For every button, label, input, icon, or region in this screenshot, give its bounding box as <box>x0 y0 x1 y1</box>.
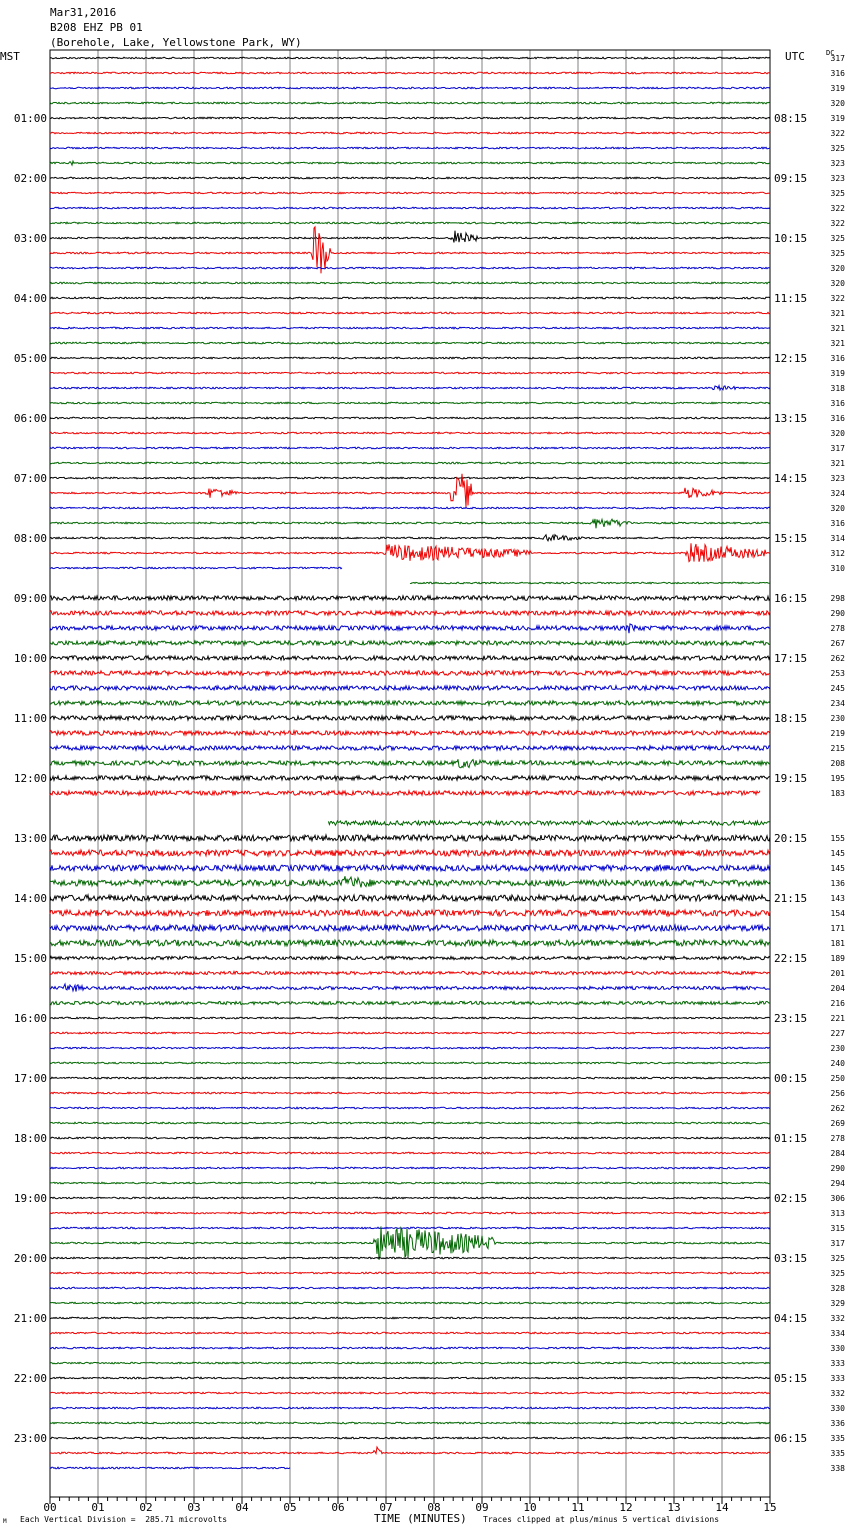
dc-offset-label: 323 <box>830 159 845 168</box>
dc-offset-label: 317 <box>830 444 845 453</box>
dc-offset-label: 298 <box>830 594 845 603</box>
dc-offset-label: 317 <box>830 54 845 63</box>
seismic-trace <box>50 1167 770 1169</box>
seismic-trace <box>50 227 770 273</box>
seismic-trace <box>50 671 770 675</box>
utc-axis-label: UTC <box>785 50 805 63</box>
x-tick-label: 04 <box>235 1501 249 1514</box>
mst-hour-label: 20:00 <box>13 1252 47 1265</box>
dc-offset-label: 204 <box>830 984 845 993</box>
seismic-trace <box>50 1062 770 1064</box>
seismic-trace <box>50 519 770 528</box>
dc-offset-label: 320 <box>830 504 845 513</box>
seismic-trace <box>50 1197 770 1199</box>
dc-offset-label: 325 <box>830 1254 845 1263</box>
dc-offset-label: 245 <box>830 684 845 693</box>
dc-offset-label: 320 <box>830 279 845 288</box>
dc-offset-label: 189 <box>830 954 845 963</box>
dc-offset-label: 234 <box>830 699 845 708</box>
x-tick-label: 06 <box>331 1501 345 1514</box>
mst-hour-label: 06:00 <box>13 412 47 425</box>
seismic-trace <box>50 1437 770 1439</box>
x-tick-label: 15 <box>763 1501 777 1514</box>
dc-offset-label: 321 <box>830 339 845 348</box>
dc-offset-label: 332 <box>830 1314 845 1323</box>
seismic-trace <box>50 686 770 690</box>
seismic-trace <box>50 611 770 615</box>
seismic-trace <box>50 535 770 541</box>
seismic-trace <box>50 161 770 165</box>
utc-hour-label: 11:15 <box>774 292 808 305</box>
x-tick-label: 08 <box>427 1501 441 1514</box>
dc-offset-label: 320 <box>830 264 845 273</box>
x-tick-label: 02 <box>139 1501 153 1514</box>
mst-hour-label: 12:00 <box>13 772 47 785</box>
seismic-trace <box>50 102 770 104</box>
seismic-trace <box>50 850 770 856</box>
seismic-trace <box>50 776 770 780</box>
dc-offset-label: 240 <box>830 1059 845 1068</box>
x-tick-label: 12 <box>619 1501 633 1514</box>
seismic-trace <box>50 297 770 299</box>
seismic-trace <box>50 1152 770 1154</box>
mst-hour-label: 18:00 <box>13 1132 47 1145</box>
seismic-trace <box>50 925 770 931</box>
dc-offset-label: 310 <box>830 564 845 573</box>
station-location: (Borehole, Lake, Yellowstone Park, WY) <box>50 36 302 49</box>
dc-offset-label: 216 <box>830 999 845 1008</box>
dc-offset-label: 316 <box>830 399 845 408</box>
utc-hour-label: 03:15 <box>774 1252 808 1265</box>
seismic-trace <box>50 1272 770 1274</box>
x-tick-label: 07 <box>379 1501 393 1514</box>
dc-offset-label: 325 <box>830 1269 845 1278</box>
dc-offset-label: 256 <box>830 1089 845 1098</box>
x-tick-label: 09 <box>475 1501 489 1514</box>
x-axis-label: TIME (MINUTES) <box>374 1512 467 1525</box>
station-id: B208 EHZ PB 01 <box>50 21 143 34</box>
seismic-trace <box>50 1332 770 1334</box>
dc-offset-label: 269 <box>830 1119 845 1128</box>
mst-hour-label: 10:00 <box>13 652 47 665</box>
seismic-trace <box>50 956 770 959</box>
seismic-trace <box>50 132 770 134</box>
utc-hour-label: 22:15 <box>774 952 808 965</box>
dc-offset-label: 195 <box>830 774 845 783</box>
plot-frame <box>50 50 770 1497</box>
utc-hour-label: 06:15 <box>774 1432 808 1445</box>
mst-hour-label: 01:00 <box>13 112 47 125</box>
clip-note: Traces clipped at plus/minus 5 vertical divisions <box>483 1515 720 1524</box>
seismic-trace <box>50 567 342 569</box>
dc-offset-label: 324 <box>830 489 845 498</box>
seismic-trace <box>50 1467 290 1469</box>
seismic-trace <box>50 357 770 359</box>
seismic-trace <box>50 1227 770 1229</box>
dc-offset-label: 334 <box>830 1329 845 1338</box>
seismic-trace <box>50 865 770 871</box>
seismic-trace <box>50 1317 770 1319</box>
x-tick-label: 10 <box>523 1501 537 1514</box>
dc-offset-label: 136 <box>830 879 845 888</box>
utc-hour-label: 08:15 <box>774 112 808 125</box>
seismic-trace <box>328 821 769 825</box>
x-tick-label: 01 <box>91 1501 105 1514</box>
utc-hour-label: 13:15 <box>774 412 808 425</box>
seismic-trace <box>50 971 770 974</box>
seismic-trace <box>50 1302 770 1304</box>
utc-hour-label: 15:15 <box>774 532 808 545</box>
seismic-trace <box>50 207 770 209</box>
seismic-trace <box>50 231 770 243</box>
utc-hour-label: 01:15 <box>774 1132 808 1145</box>
seismic-trace <box>50 1287 770 1289</box>
dc-offset-label: 171 <box>830 924 845 933</box>
dc-offset-label: 219 <box>830 729 845 738</box>
dc-offset-label: 338 <box>830 1464 845 1473</box>
dc-offset-label: 181 <box>830 939 845 948</box>
dc-offset-label: 316 <box>830 69 845 78</box>
dc-offset-label: 335 <box>830 1434 845 1443</box>
dc-offset-label: 253 <box>830 669 845 678</box>
dc-offset-label: 318 <box>830 384 845 393</box>
seismic-trace <box>50 282 770 284</box>
utc-hour-label: 02:15 <box>774 1192 808 1205</box>
dc-offset-label: 330 <box>830 1404 845 1413</box>
dc-offset-label: 321 <box>830 324 845 333</box>
mst-hour-label: 21:00 <box>13 1312 47 1325</box>
seismic-trace <box>50 342 770 344</box>
utc-hour-label: 23:15 <box>774 1012 808 1025</box>
mst-hour-label: 19:00 <box>13 1192 47 1205</box>
dc-offset-label: 278 <box>830 624 845 633</box>
seismic-trace <box>50 1362 770 1364</box>
mst-hour-label: 22:00 <box>13 1372 47 1385</box>
seismic-trace <box>50 72 770 74</box>
seismic-trace <box>50 386 770 390</box>
dc-offset-label: 328 <box>830 1284 845 1293</box>
plot-date: Mar31,2016 <box>50 6 117 19</box>
seismic-trace <box>50 596 770 600</box>
dc-offset-label: 183 <box>830 789 845 798</box>
mst-hour-label: 11:00 <box>13 712 47 725</box>
utc-hour-label: 04:15 <box>774 1312 808 1325</box>
dc-offset-label: 284 <box>830 1149 845 1158</box>
x-tick-label: 13 <box>667 1501 681 1514</box>
dc-offset-label: 294 <box>830 1179 845 1188</box>
seismic-trace <box>50 222 770 224</box>
seismic-trace <box>50 447 770 449</box>
dc-offset-label: 336 <box>830 1419 845 1428</box>
dc-offset-label: 325 <box>830 189 845 198</box>
dc-offset-label: 306 <box>830 1194 845 1203</box>
dc-offset-label: 333 <box>830 1374 845 1383</box>
seismic-trace <box>50 641 770 645</box>
x-tick-label: 11 <box>571 1501 585 1514</box>
seismic-trace <box>50 543 770 561</box>
mst-hour-label: 03:00 <box>13 232 47 245</box>
dc-offset-label: 325 <box>830 144 845 153</box>
mst-hour-label: 13:00 <box>13 832 47 845</box>
mst-hour-label: 09:00 <box>13 592 47 605</box>
seismic-trace <box>50 1347 770 1349</box>
dc-offset-label: 314 <box>830 534 845 543</box>
dc-offset-label: 316 <box>830 354 845 363</box>
mst-hour-label: 02:00 <box>13 172 47 185</box>
x-tick-label: 14 <box>715 1501 729 1514</box>
dc-offset-label: 322 <box>830 204 845 213</box>
seismic-trace <box>50 1077 770 1079</box>
utc-hour-label: 14:15 <box>774 472 808 485</box>
dc-offset-label: 230 <box>830 1044 845 1053</box>
seismic-trace <box>50 57 770 59</box>
seismic-trace <box>50 1017 770 1019</box>
dc-offset-label: 290 <box>830 1164 845 1173</box>
seismic-trace <box>50 1122 770 1124</box>
seismic-trace <box>50 462 770 464</box>
seismic-trace <box>50 716 770 720</box>
seismic-trace <box>50 1422 770 1424</box>
seismic-trace <box>50 147 770 149</box>
x-tick-label: 03 <box>187 1501 201 1514</box>
seismic-trace <box>50 759 770 767</box>
x-tick-label: 00 <box>43 1501 57 1514</box>
dc-offset-label: 332 <box>830 1389 845 1398</box>
dc-offset-label: 322 <box>830 294 845 303</box>
dc-offset-label: 316 <box>830 414 845 423</box>
dc-offset-label: 267 <box>830 639 845 648</box>
seismic-trace <box>410 582 770 584</box>
dc-offset-label: 330 <box>830 1344 845 1353</box>
dc-offset-label: 278 <box>830 1134 845 1143</box>
dc-offset-label: 319 <box>830 369 845 378</box>
seismic-trace <box>50 372 770 374</box>
mst-hour-label: 23:00 <box>13 1432 47 1445</box>
dc-axis-label: DC <box>826 49 835 57</box>
seismic-trace <box>50 910 770 916</box>
seismic-trace <box>50 417 770 419</box>
dc-offset-label: 250 <box>830 1074 845 1083</box>
dc-offset-label: 313 <box>830 1209 845 1218</box>
seismic-trace <box>50 895 770 901</box>
corner-mark: M <box>3 1518 7 1525</box>
utc-hour-label: 17:15 <box>774 652 808 665</box>
seismic-trace <box>50 1032 770 1034</box>
dc-offset-label: 323 <box>830 174 845 183</box>
utc-hour-label: 10:15 <box>774 232 808 245</box>
dc-offset-label: 145 <box>830 849 845 858</box>
dc-offset-label: 145 <box>830 864 845 873</box>
dc-offset-label: 317 <box>830 1239 845 1248</box>
mst-hour-label: 14:00 <box>13 892 47 905</box>
mst-hour-label: 16:00 <box>13 1012 47 1025</box>
mst-hour-label: 05:00 <box>13 352 47 365</box>
seismic-trace <box>50 940 770 946</box>
dc-offset-label: 316 <box>830 519 845 528</box>
seismic-trace <box>50 1407 770 1409</box>
dc-offset-label: 262 <box>830 654 845 663</box>
mst-hour-label: 04:00 <box>13 292 47 305</box>
dc-offset-label: 221 <box>830 1014 845 1023</box>
mst-hour-label: 17:00 <box>13 1072 47 1085</box>
dc-offset-label: 215 <box>830 744 845 753</box>
dc-offset-label: 320 <box>830 99 845 108</box>
seismic-trace <box>50 1107 770 1109</box>
seismic-trace <box>50 192 770 194</box>
dc-offset-label: 321 <box>830 309 845 318</box>
seismic-trace <box>50 731 770 735</box>
seismic-trace <box>50 1377 770 1379</box>
x-tick-label: 05 <box>283 1501 297 1514</box>
dc-offset-label: 325 <box>830 234 845 243</box>
dc-offset-label: 143 <box>830 894 845 903</box>
dc-offset-label: 312 <box>830 549 845 558</box>
mst-axis-label: MST <box>0 50 20 63</box>
utc-hour-label: 09:15 <box>774 172 808 185</box>
vertical-division-note: Each Vertical Division = 285.71 microvolts <box>20 1515 228 1524</box>
dc-offset-label: 319 <box>830 84 845 93</box>
seismic-trace <box>50 87 770 89</box>
dc-offset-label: 322 <box>830 129 845 138</box>
seismic-trace <box>50 267 770 269</box>
dc-offset-label: 262 <box>830 1104 845 1113</box>
seismic-trace <box>50 701 770 705</box>
seismic-trace <box>50 327 770 329</box>
seismic-trace <box>50 1447 770 1454</box>
seismic-trace <box>50 835 770 841</box>
seismic-trace <box>50 1257 770 1259</box>
utc-hour-label: 16:15 <box>774 592 808 605</box>
dc-offset-label: 322 <box>830 219 845 228</box>
seismic-trace <box>50 477 770 479</box>
utc-hour-label: 05:15 <box>774 1372 808 1385</box>
dc-offset-label: 333 <box>830 1359 845 1368</box>
seismic-trace <box>50 1001 770 1004</box>
dc-offset-label: 325 <box>830 249 845 258</box>
dc-offset-label: 315 <box>830 1224 845 1233</box>
seismic-trace <box>50 1137 770 1139</box>
mst-hour-label: 15:00 <box>13 952 47 965</box>
utc-hour-label: 21:15 <box>774 892 808 905</box>
dc-offset-label: 329 <box>830 1299 845 1308</box>
seismic-trace <box>50 432 770 434</box>
utc-hour-label: 18:15 <box>774 712 808 725</box>
seismic-trace <box>50 1226 770 1259</box>
utc-hour-label: 20:15 <box>774 832 808 845</box>
seismic-trace <box>50 507 770 509</box>
dc-offset-label: 321 <box>830 459 845 468</box>
seismic-trace <box>50 876 770 887</box>
seismic-trace <box>50 1212 770 1214</box>
utc-hour-label: 12:15 <box>774 352 808 365</box>
dc-offset-label: 208 <box>830 759 845 768</box>
seismic-trace <box>50 312 770 314</box>
seismic-trace <box>50 746 770 750</box>
seismic-trace <box>50 984 770 992</box>
dc-offset-label: 290 <box>830 609 845 618</box>
mst-hour-label: 08:00 <box>13 532 47 545</box>
dc-offset-label: 335 <box>830 1449 845 1458</box>
seismic-trace <box>50 624 770 633</box>
dc-offset-label: 201 <box>830 969 845 978</box>
seismic-trace <box>50 177 770 179</box>
dc-offset-label: 320 <box>830 429 845 438</box>
mst-hour-label: 07:00 <box>13 472 47 485</box>
seismic-trace <box>50 117 770 119</box>
dc-offset-label: 154 <box>830 909 845 918</box>
seismic-trace <box>50 1092 770 1094</box>
seismic-trace <box>50 656 770 660</box>
seismic-trace <box>50 1182 770 1184</box>
dc-offset-label: 155 <box>830 834 845 843</box>
dc-offset-label: 319 <box>830 114 845 123</box>
dc-offset-label: 230 <box>830 714 845 723</box>
utc-hour-label: 19:15 <box>774 772 808 785</box>
seismic-trace <box>50 402 770 404</box>
seismic-trace <box>50 1047 770 1049</box>
seismic-trace <box>50 791 760 795</box>
utc-hour-label: 00:15 <box>774 1072 808 1085</box>
seismic-trace <box>50 1392 770 1394</box>
dc-offset-label: 323 <box>830 474 845 483</box>
dc-offset-label: 227 <box>830 1029 845 1038</box>
